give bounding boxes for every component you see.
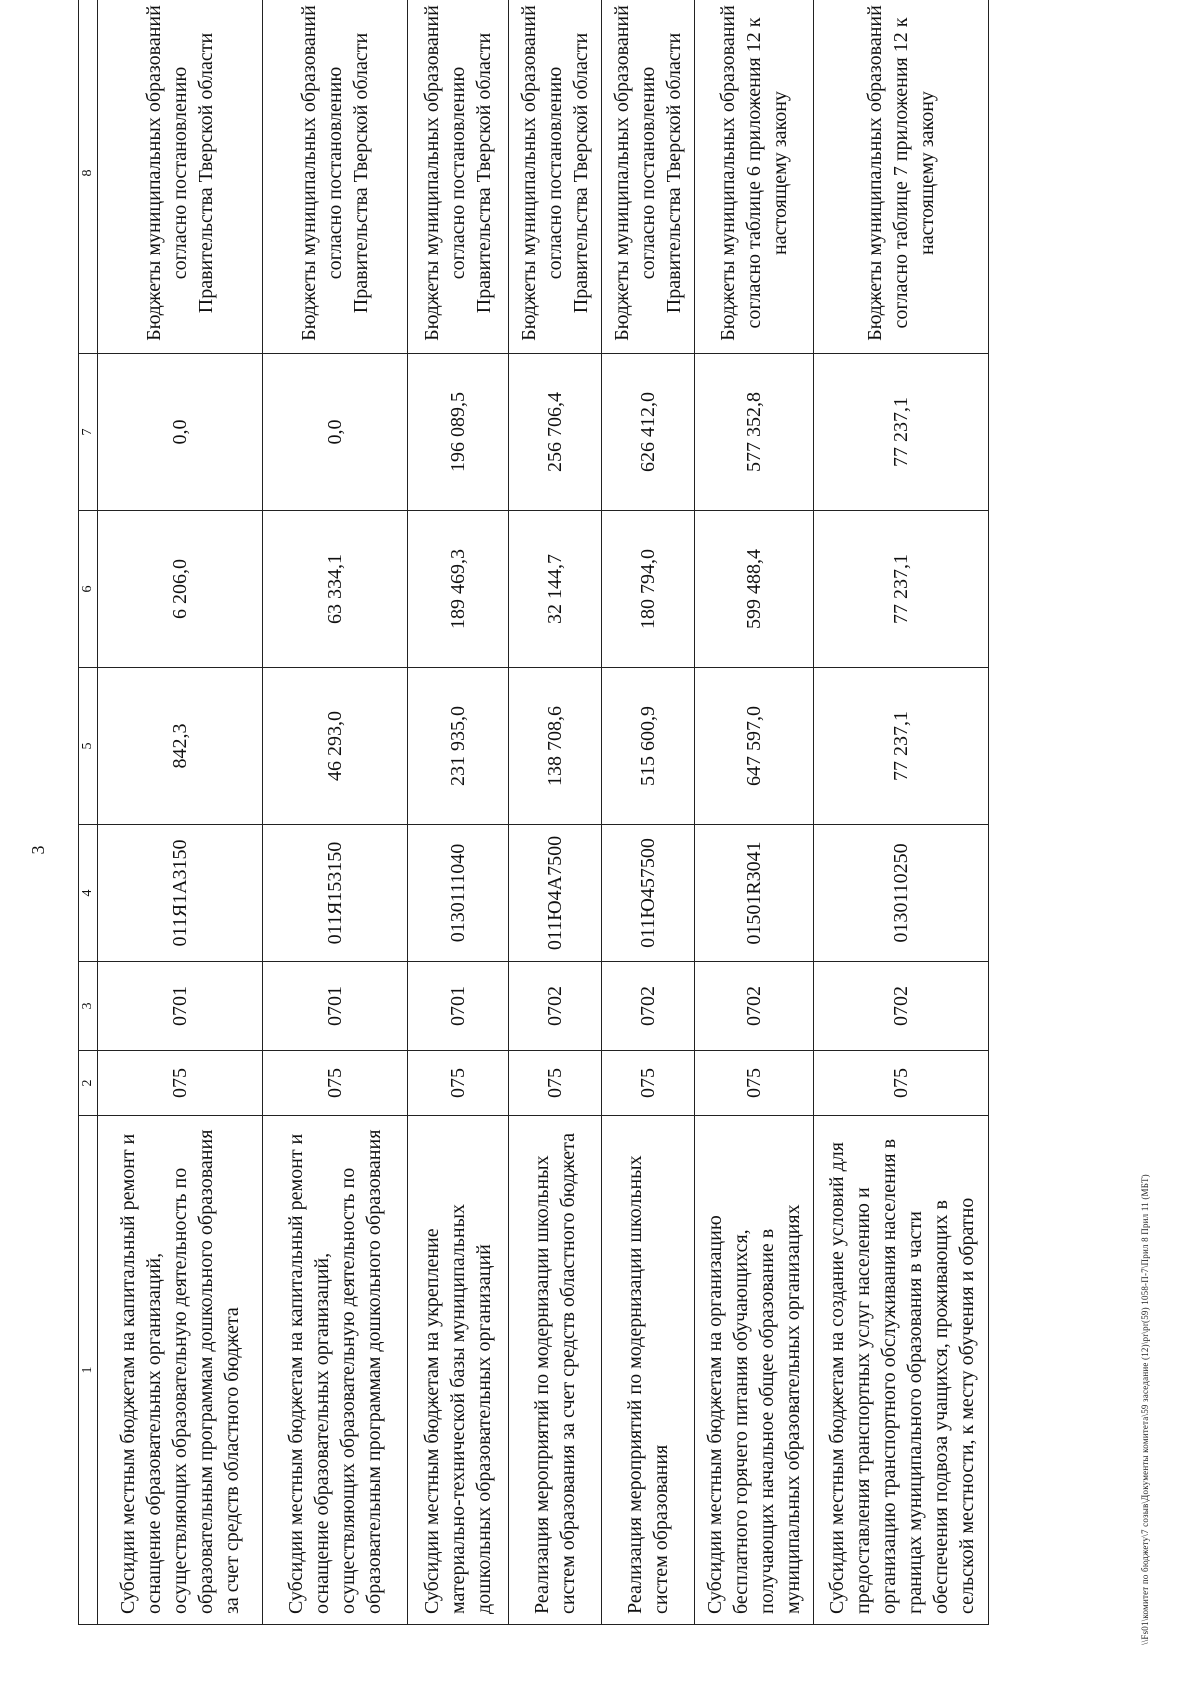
column-number: 1 [79,1116,98,1625]
recipient: Бюджеты муниципальных образований согласно таблице 7 приложения 12 к настоящему закону [814,0,989,354]
table-row [98,0,263,1625]
table-row [509,0,602,1625]
column-number: 8 [79,0,98,354]
amount-col6: 189 469,3 [408,511,509,668]
section-code: 0702 [602,962,695,1051]
column-number: 4 [79,825,98,962]
section-code: 0702 [695,962,814,1051]
recipient: Бюджеты муниципальных образований согласно постановлению Правительства Тверской области [602,0,695,354]
table-row [695,0,814,1625]
amount-col7: 256 706,4 [509,354,602,511]
target-article-code: 0130111040 [408,825,509,962]
column-number-row [79,0,98,1625]
department-code: 075 [263,1051,408,1116]
target-article-code: 011Ю4А7500 [509,825,602,962]
amount-col5: 515 600,9 [602,668,695,825]
expense-description: Реализация мероприятий по модернизации школьных систем образования [602,1116,695,1625]
amount-col7: 0,0 [98,354,263,511]
column-number: 3 [79,962,98,1051]
amount-col6: 6 206,0 [98,511,263,668]
column-number: 5 [79,668,98,825]
expense-description: Субсидии местным бюджетам на укрепление материально-технической базы муниципальных дошкольных образовательных организаций [408,1116,509,1625]
recipient: Бюджеты муниципальных образований согласно постановлению Правительства Тверской области [509,0,602,354]
amount-col7: 196 089,5 [408,354,509,511]
department-code: 075 [814,1051,989,1116]
table-row [814,0,989,1625]
recipient: Бюджеты муниципальных образований согласно постановлению Правительства Тверской области [98,0,263,354]
expense-description: Субсидии местным бюджетам на организацию бесплатного горячего питания обучающихся, получающих начальное общее образование в муниципальных образовательных организациях [695,1116,814,1625]
amount-col6: 63 334,1 [263,511,408,668]
expense-description: Субсидии местным бюджетам на создание условий для предоставления транспортных услуг населению и организацию транспортного обслуживания населения в границах муниципального образования в части обеспечения подвоза учащихся, проживающих в сельской местности, к месту обучения и обратно [814,1116,989,1625]
department-code: 075 [408,1051,509,1116]
department-code: 075 [695,1051,814,1116]
amount-col7: 0,0 [263,354,408,511]
budget-subsidies-table [78,0,989,1625]
expense-description: Реализация мероприятий по модернизации школьных систем образования за счет средств областного бюджета [509,1116,602,1625]
amount-col5: 231 935,0 [408,668,509,825]
page-number: 3 [28,845,48,855]
amount-col6: 77 237,1 [814,511,989,668]
recipient: Бюджеты муниципальных образований согласно постановлению Правительства Тверской области [408,0,509,354]
expense-description: Субсидии местным бюджетам на капитальный ремонт и оснащение образовательных организаций, осуществляющих образовательную деятельность по образовательным программам дошкольного образования за счет средств областного бюджета [98,1116,263,1625]
amount-col6: 32 144,7 [509,511,602,668]
table-row [602,0,695,1625]
amount-col6: 599 488,4 [695,511,814,668]
amount-col7: 577 352,8 [695,354,814,511]
amount-col5: 138 708,6 [509,668,602,825]
section-code: 0701 [263,962,408,1051]
amount-col6: 180 794,0 [602,511,695,668]
section-code: 0702 [509,962,602,1051]
table-row [408,0,509,1625]
target-article-code: 011Я1А3150 [98,825,263,962]
department-code: 075 [98,1051,263,1116]
amount-col5: 842,3 [98,668,263,825]
section-code: 0701 [98,962,263,1051]
target-article-code: 011Ю457500 [602,825,695,962]
department-code: 075 [509,1051,602,1116]
expense-description: Субсидии местным бюджетам на капитальный ремонт и оснащение образовательных организаций, осуществляющих образовательную деятельность по образовательным программам дошкольного образования [263,1116,408,1625]
section-code: 0701 [408,962,509,1051]
target-article-code: 0130110250 [814,825,989,962]
column-number: 2 [79,1051,98,1116]
recipient: Бюджеты муниципальных образований согласно таблице 6 приложения 12 к настоящему закону [695,0,814,354]
amount-col7: 626 412,0 [602,354,695,511]
column-number: 7 [79,354,98,511]
department-code: 075 [602,1051,695,1116]
table-row [263,0,408,1625]
recipient: Бюджеты муниципальных образований согласно постановлению Правительства Тверской области [263,0,408,354]
amount-col7: 77 237,1 [814,354,989,511]
target-article-code: 011Я153150 [263,825,408,962]
document-file-path: \\Fs01\комитет по бюджету\7 созыв\Документы комитета\59 заседание (12)\pr\pr(59) 1058-П-7\Прил 8 Прил 11 (МБТ) [1140,1174,1150,1645]
amount-col5: 77 237,1 [814,668,989,825]
amount-col5: 647 597,0 [695,668,814,825]
column-number: 6 [79,511,98,668]
target-article-code: 01501R3041 [695,825,814,962]
amount-col5: 46 293,0 [263,668,408,825]
section-code: 0702 [814,962,989,1051]
